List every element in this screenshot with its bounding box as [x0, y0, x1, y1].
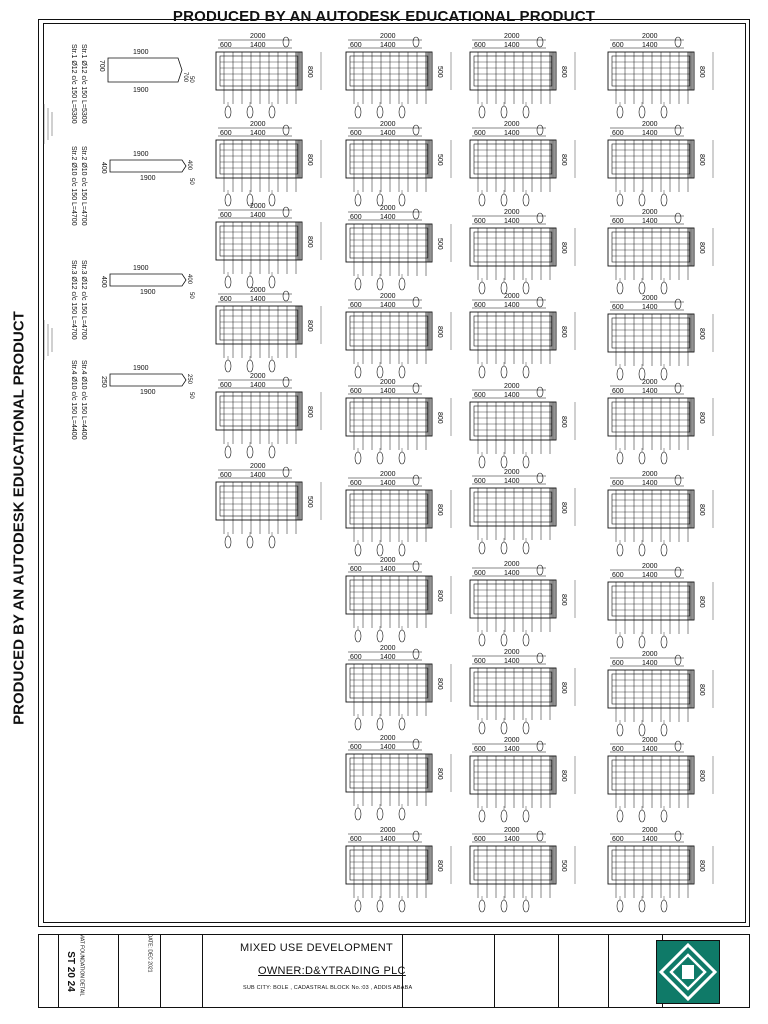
dim-mid: 1400	[504, 478, 520, 485]
dim-mid: 1400	[504, 302, 520, 309]
foundation-section-detail	[608, 121, 713, 206]
owner-name: OWNER:D&YTRADING PLC	[258, 965, 406, 977]
dim-overall: 2000	[642, 563, 658, 570]
bar-length-label: 1900	[140, 289, 156, 296]
dim-mid: 1400	[504, 658, 520, 665]
dim-overall: 2000	[504, 293, 520, 300]
dim-overall: 2000	[380, 293, 396, 300]
dim-mid: 1400	[642, 660, 658, 667]
dim-left: 600	[612, 746, 624, 753]
dim-mid: 1400	[380, 654, 396, 661]
dim-overall: 2000	[504, 561, 520, 568]
dim-overall: 2000	[504, 737, 520, 744]
dim-left: 600	[350, 130, 362, 137]
bar-turn-label: 50	[188, 292, 194, 299]
dim-overall: 2000	[250, 33, 266, 40]
dim-mid: 1400	[504, 836, 520, 843]
tb-revision-table	[495, 935, 559, 1007]
dim-mid: 1400	[504, 392, 520, 399]
dim-depth: 500	[436, 66, 443, 78]
dim-mid: 1400	[250, 296, 266, 303]
bar-hook-label: 400	[100, 276, 107, 288]
foundation-section-detail	[346, 293, 451, 378]
foundation-section-detail	[470, 209, 575, 294]
dim-depth: 800	[436, 326, 443, 338]
project-title: MIXED USE DEVELOPMENT	[240, 942, 393, 954]
dim-mid: 1400	[380, 836, 396, 843]
foundation-section-detail	[470, 827, 575, 912]
consultant-logo	[656, 940, 720, 1004]
dim-overall: 2000	[642, 121, 658, 128]
foundation-section-detail	[216, 287, 321, 372]
foundation-section-detail	[608, 209, 713, 294]
dim-mid: 1400	[642, 304, 658, 311]
dim-overall: 2000	[380, 735, 396, 742]
dim-depth: 800	[560, 502, 567, 514]
dim-depth: 800	[560, 594, 567, 606]
foundation-section-detail	[470, 469, 575, 554]
foundation-section-detail	[216, 463, 321, 548]
dim-mid: 1400	[504, 746, 520, 753]
dim-depth: 800	[698, 596, 705, 608]
dim-overall: 2000	[642, 379, 658, 386]
dim-mid: 1400	[250, 382, 266, 389]
bar-hook-label: 250	[186, 374, 192, 385]
dim-overall: 2000	[380, 827, 396, 834]
dim-depth: 800	[436, 860, 443, 872]
dim-left: 600	[474, 746, 486, 753]
dim-left: 600	[350, 744, 362, 751]
dim-depth: 500	[306, 496, 313, 508]
dim-overall: 2000	[250, 463, 266, 470]
dim-depth: 800	[698, 412, 705, 424]
foundation-section-detail	[346, 735, 451, 820]
bar-length-label: 1900	[140, 389, 156, 396]
dim-overall: 2000	[504, 33, 520, 40]
dim-depth: 800	[436, 678, 443, 690]
dim-overall: 2000	[642, 209, 658, 216]
dim-overall: 2000	[380, 205, 396, 212]
dim-mid: 1400	[250, 42, 266, 49]
foundation-section-detail	[346, 121, 451, 206]
bar-length-label: 1900	[133, 365, 149, 372]
dim-overall: 2000	[642, 827, 658, 834]
dim-overall: 2000	[380, 379, 396, 386]
dim-overall: 2000	[380, 645, 396, 652]
foundation-section-detail	[216, 33, 321, 118]
dim-left: 600	[612, 572, 624, 579]
tb-engineer-cell	[559, 935, 609, 1007]
bar-note: Str.2 Ø10 c/c 150 L=4700	[80, 146, 87, 226]
dim-depth: 800	[436, 590, 443, 602]
dim-depth: 800	[306, 236, 313, 248]
dim-mid: 1400	[642, 130, 658, 137]
dim-overall: 2000	[642, 737, 658, 744]
foundation-section-detail	[608, 651, 713, 736]
dim-overall: 2000	[642, 33, 658, 40]
dim-left: 600	[612, 130, 624, 137]
foundation-section-detail	[216, 373, 321, 458]
bar-turn-label: 50	[188, 392, 194, 399]
dim-left: 600	[612, 42, 624, 49]
dim-mid: 1400	[380, 130, 396, 137]
dim-mid: 1400	[380, 214, 396, 221]
foundation-section-detail	[346, 33, 451, 118]
dim-depth: 500	[436, 154, 443, 166]
dim-mid: 1400	[380, 302, 396, 309]
dim-left: 600	[474, 836, 486, 843]
dim-left: 600	[350, 566, 362, 573]
bar-length-label: 1900	[133, 87, 149, 94]
dim-depth: 500	[436, 238, 443, 250]
project-address: SUB CITY: BOLE , CADASTRAL BLOCK No.:03 , ADDIS ABABA	[243, 985, 413, 991]
dim-depth: 800	[306, 320, 313, 332]
dim-mid: 1400	[380, 42, 396, 49]
dim-overall: 2000	[250, 373, 266, 380]
foundation-section-detail	[470, 121, 575, 206]
dim-left: 600	[474, 130, 486, 137]
dim-left: 600	[474, 218, 486, 225]
dim-left: 600	[350, 214, 362, 221]
foundation-section-detail	[470, 649, 575, 734]
dim-depth: 800	[698, 328, 705, 340]
dim-mid: 1400	[380, 744, 396, 751]
dim-depth: 800	[698, 770, 705, 782]
dim-depth: 800	[560, 326, 567, 338]
foundation-section-detail	[470, 561, 575, 646]
foundation-section-detail	[216, 121, 321, 206]
dim-depth: 800	[560, 416, 567, 428]
foundation-section-detail	[608, 33, 713, 118]
dim-overall: 2000	[380, 471, 396, 478]
dim-left: 600	[350, 388, 362, 395]
section-mark	[44, 104, 52, 144]
dim-mid: 1400	[642, 42, 658, 49]
dim-left: 600	[220, 212, 232, 219]
dim-overall: 2000	[642, 651, 658, 658]
dim-left: 600	[612, 218, 624, 225]
foundation-section-detail	[470, 737, 575, 822]
dim-left: 600	[220, 130, 232, 137]
bar-hook-label: 400	[186, 160, 192, 171]
bar-note: Str.1 Ø12 c/c 150 L=5300	[70, 44, 77, 124]
dim-left: 600	[474, 42, 486, 49]
bar-hook-label: 400	[100, 162, 107, 174]
dim-depth: 800	[436, 504, 443, 516]
dim-overall: 2000	[642, 471, 658, 478]
dim-overall: 2000	[250, 203, 266, 210]
foundation-section-detail	[608, 563, 713, 648]
dim-depth: 800	[698, 504, 705, 516]
dim-left: 600	[612, 836, 624, 843]
foundation-section-detail	[346, 471, 451, 556]
dim-mid: 1400	[642, 388, 658, 395]
dim-overall: 2000	[504, 469, 520, 476]
dim-left: 600	[474, 302, 486, 309]
foundation-section-detail	[346, 557, 451, 642]
dim-overall: 2000	[250, 287, 266, 294]
foundation-section-detail	[346, 827, 451, 912]
foundation-section-detail	[470, 293, 575, 378]
bar-schedule-item	[70, 360, 194, 440]
sheet-number: ST 20 24	[64, 951, 76, 992]
bar-schedule-item	[70, 44, 194, 124]
dim-depth: 800	[306, 406, 313, 418]
dim-overall: 2000	[504, 121, 520, 128]
dim-left: 600	[350, 480, 362, 487]
dim-depth: 800	[560, 242, 567, 254]
dim-overall: 2000	[504, 209, 520, 216]
tb-revision-cell	[403, 935, 495, 1007]
dim-depth: 800	[436, 768, 443, 780]
dim-overall: 2000	[250, 121, 266, 128]
bar-schedule-item	[70, 146, 194, 226]
bar-note: Str.1 Ø12 c/c 150 L=5300	[80, 44, 87, 124]
bar-length-label: 1900	[133, 151, 149, 158]
bar-schedule-item	[70, 260, 194, 340]
tb-drawn-cell	[119, 935, 161, 1007]
bar-length-label: 1900	[133, 49, 149, 56]
dim-mid: 1400	[380, 480, 396, 487]
dim-overall: 2000	[642, 295, 658, 302]
bar-turn-label: 50	[188, 178, 194, 185]
dim-mid: 1400	[642, 572, 658, 579]
dim-left: 600	[612, 304, 624, 311]
bar-note: Str.2 Ø10 c/c 150 L=4700	[70, 146, 77, 226]
dim-left: 600	[350, 42, 362, 49]
dim-overall: 2000	[380, 33, 396, 40]
bar-hook-label: 250	[100, 376, 107, 388]
foundation-section-detail	[608, 379, 713, 464]
dim-left: 600	[612, 388, 624, 395]
dim-overall: 2000	[504, 827, 520, 834]
dim-depth: 800	[560, 770, 567, 782]
tb-consultant-cell	[609, 935, 663, 1007]
dim-left: 600	[220, 42, 232, 49]
dim-left: 600	[474, 658, 486, 665]
dim-depth: 800	[698, 242, 705, 254]
dim-mid: 1400	[642, 746, 658, 753]
dim-mid: 1400	[504, 570, 520, 577]
dim-mid: 1400	[642, 480, 658, 487]
bar-hook-label: 400	[186, 274, 192, 285]
bar-length-label: 1900	[140, 175, 156, 182]
foundation-section-detail	[346, 379, 451, 464]
dim-depth: 800	[306, 66, 313, 78]
dim-left: 600	[474, 478, 486, 485]
dim-depth: 800	[560, 154, 567, 166]
dim-overall: 2000	[380, 557, 396, 564]
foundation-section-detail	[608, 827, 713, 912]
foundation-section-detail	[470, 33, 575, 118]
dim-mid: 1400	[250, 472, 266, 479]
bar-hook-label: 700	[182, 72, 188, 83]
bar-turn-label: 50	[188, 76, 194, 83]
dim-depth: 800	[560, 66, 567, 78]
dim-left: 600	[350, 302, 362, 309]
watermark-left: PRODUCED BY AN AUTODESK EDUCATIONAL PRODUCT	[10, 311, 28, 725]
tb-date-cell	[161, 935, 203, 1007]
sheet-title: MAT FOUNDATION DETAIL	[78, 933, 85, 997]
dim-mid: 1400	[250, 130, 266, 137]
dim-left: 600	[220, 382, 232, 389]
dim-mid: 1400	[504, 130, 520, 137]
dim-mid: 1400	[642, 218, 658, 225]
dim-left: 600	[612, 660, 624, 667]
dim-depth: 500	[560, 860, 567, 872]
bar-note: Str.4 Ø10 c/c 150 L=4400	[80, 360, 87, 440]
foundation-section-detail	[608, 295, 713, 380]
dim-mid: 1400	[380, 566, 396, 573]
bar-note: Str.3 Ø12 c/c 150 L=4700	[80, 260, 87, 340]
foundation-section-detail	[216, 203, 321, 288]
dim-mid: 1400	[250, 212, 266, 219]
section-mark	[44, 320, 52, 360]
dim-left: 600	[474, 392, 486, 399]
bar-length-label: 1900	[133, 265, 149, 272]
dim-mid: 1400	[504, 42, 520, 49]
dim-depth: 800	[698, 154, 705, 166]
dim-left: 600	[350, 654, 362, 661]
dim-left: 600	[350, 836, 362, 843]
dim-mid: 1400	[504, 218, 520, 225]
tb-sheet-no-cell	[39, 935, 59, 1007]
dim-mid: 1400	[642, 836, 658, 843]
dim-depth: 800	[436, 412, 443, 424]
dim-left: 600	[474, 570, 486, 577]
foundation-section-detail	[608, 737, 713, 822]
dim-depth: 800	[698, 684, 705, 696]
dim-depth: 800	[306, 154, 313, 166]
dim-left: 600	[220, 296, 232, 303]
foundation-section-detail	[346, 205, 451, 290]
dim-depth: 800	[698, 66, 705, 78]
foundation-section-detail	[346, 645, 451, 730]
date-label: DATE: DEC 2021	[146, 933, 153, 973]
dim-overall: 2000	[380, 121, 396, 128]
watermark-top: PRODUCED BY AN AUTODESK EDUCATIONAL PRODUCT	[172, 8, 596, 25]
dim-mid: 1400	[380, 388, 396, 395]
bar-note: Str.4 Ø10 c/c 150 L=4400	[70, 360, 77, 440]
dim-overall: 2000	[504, 649, 520, 656]
dim-left: 600	[220, 472, 232, 479]
dim-depth: 800	[698, 860, 705, 872]
foundation-section-detail	[608, 471, 713, 556]
dim-depth: 800	[560, 682, 567, 694]
foundation-section-detail	[470, 383, 575, 468]
dim-left: 600	[612, 480, 624, 487]
dim-overall: 2000	[504, 383, 520, 390]
bar-note: Str.3 Ø12 c/c 150 L=4700	[70, 260, 77, 340]
bar-hook-label: 700	[98, 60, 105, 72]
